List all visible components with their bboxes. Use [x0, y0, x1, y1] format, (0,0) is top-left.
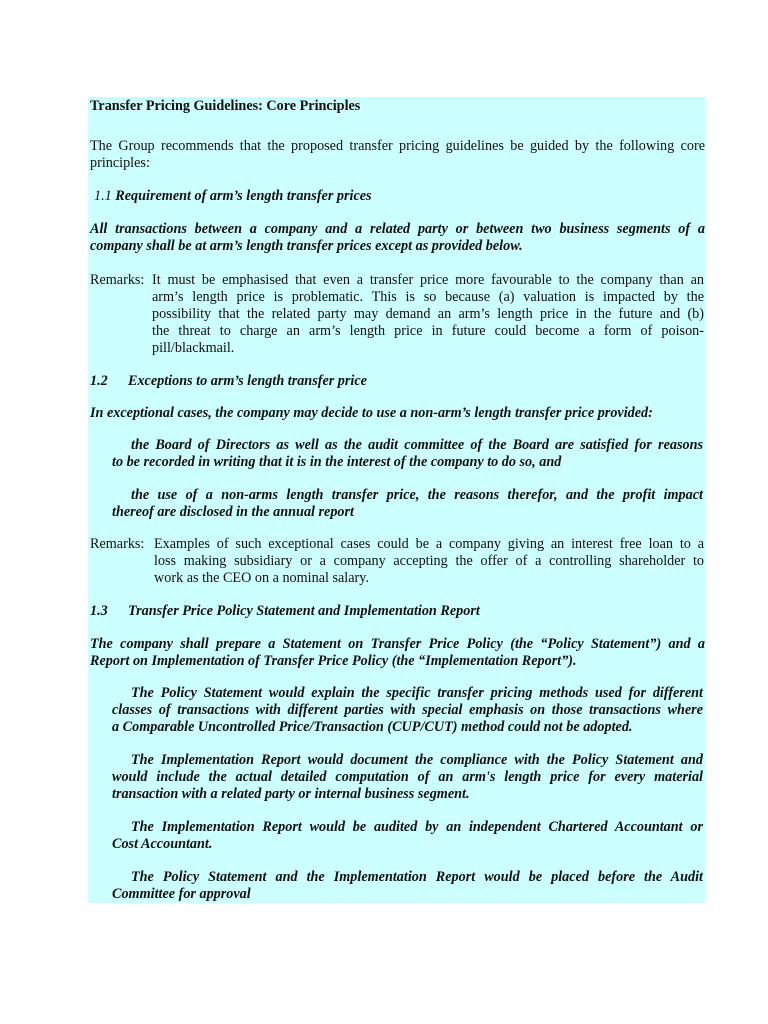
bullet-line: classes of transactions with different parties with special emphasis on those transactions where: [112, 702, 703, 718]
bullet-line: a Comparable Uncontrolled Price/Transaction (CUP/CUT) method could not be adopted.: [112, 719, 633, 735]
bullet-line: Committee for approval: [112, 886, 251, 902]
section-1-3-number: 1.3: [90, 603, 108, 619]
remarks-line: Examples of such exceptional cases could be a company giving an interest free loan to a: [154, 536, 704, 552]
intro-line-2: principles:: [90, 155, 150, 171]
document-highlight-block: [88, 97, 705, 903]
remarks-line: pill/blackmail.: [152, 340, 235, 356]
remarks-line: work as the CEO on a nominal salary.: [154, 570, 369, 586]
section-1-2-number: 1.2: [90, 373, 108, 389]
remarks-label: Remarks:: [90, 536, 145, 552]
bullet-line: The Implementation Report would document the compliance with the Policy Statement and: [131, 752, 703, 768]
section-1-2-heading: Exceptions to arm’s length transfer price: [128, 373, 367, 389]
bullet-line: would include the actual detailed computation of an arm's length price for every material: [112, 769, 703, 785]
bullet-line: the Board of Directors as well as the audit committee of the Board are satisfied for reasons: [131, 437, 703, 453]
section-1-3-heading: Transfer Price Policy Statement and Implementation Report: [128, 603, 480, 619]
bullet-line: the use of a non-arms length transfer price, the reasons therefor, and the profit impact: [131, 487, 703, 503]
remarks-line: the threat to charge an arm’s length price in future could become a form of poison-: [152, 323, 704, 339]
section-1-1-number: 1.1: [94, 188, 112, 204]
remarks-label: Remarks:: [90, 272, 145, 288]
bullet-line: The Policy Statement would explain the specific transfer pricing methods used for different: [131, 685, 703, 701]
bullet-line: The Implementation Report would be audited by an independent Chartered Accountant or: [131, 819, 703, 835]
bullet-line: The Policy Statement and the Implementation Report would be placed before the Audit: [131, 869, 703, 885]
intro-line-1: The Group recommends that the proposed transfer pricing guidelines be guided by the following core: [90, 138, 705, 154]
bullet-line: transaction with a related party or internal business segment.: [112, 786, 470, 802]
remarks-line: arm’s length price is problematic. This is so because (a) valuation is impacted by the: [152, 289, 704, 305]
remarks-line: loss making subsidiary or a company accepting the offer of a controlling shareholder to: [154, 553, 704, 569]
section-1-3-body-line-1: The company shall prepare a Statement on Transfer Price Policy (the “Policy Statement”) and a: [90, 636, 705, 652]
bullet-line: Cost Accountant.: [112, 836, 213, 852]
section-1-2-body: In exceptional cases, the company may decide to use a non-arm’s length transfer price provided:: [90, 405, 653, 421]
remarks-line: possibility that the related party may demand an arm’s length price in the future and (b): [152, 306, 704, 322]
document-title: Transfer Pricing Guidelines: Core Principles: [90, 98, 361, 114]
section-1-1-title: Requirement of arm’s length transfer prices: [115, 188, 372, 204]
section-1-1-body-line-2: company shall be at arm’s length transfer prices except as provided below.: [90, 238, 523, 254]
bullet-line: to be recorded in writing that it is in the interest of the company to do so, and: [112, 454, 562, 470]
bullet-line: thereof are disclosed in the annual report: [112, 504, 354, 520]
section-1-3-body-line-2: Report on Implementation of Transfer Price Policy (the “Implementation Report”).: [90, 653, 577, 669]
remarks-line: It must be emphasised that even a transfer price more favourable to the company than an: [152, 272, 704, 288]
section-1-1-body-line-1: All transactions between a company and a related party or between two business segments of a: [90, 221, 705, 237]
section-1-1-heading: [94, 188, 372, 205]
